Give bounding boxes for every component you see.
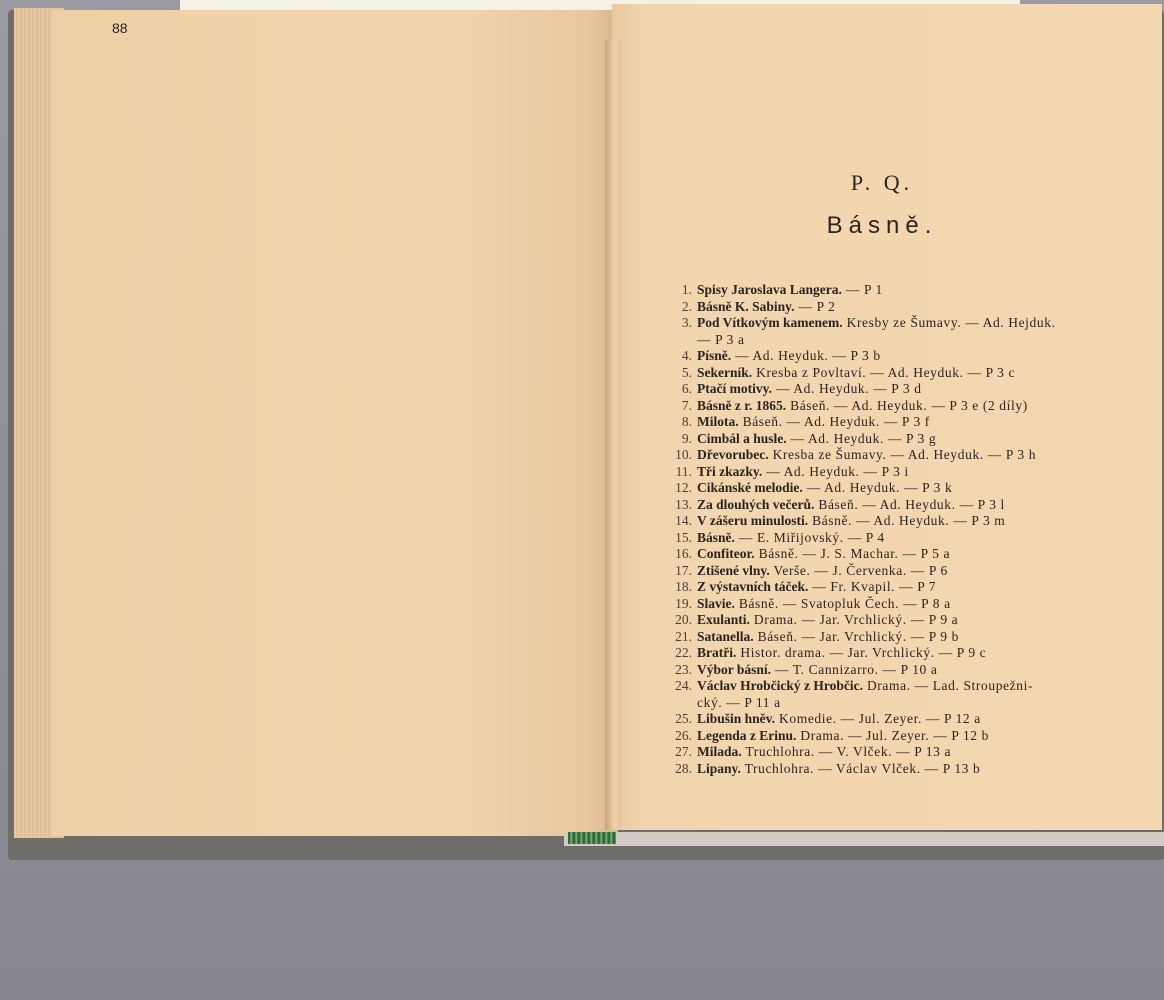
- list-item: [666, 480, 1126, 497]
- entry-title: Tři zkazky.: [697, 463, 763, 479]
- entry-title: Z výstavních táček.: [697, 579, 809, 594]
- entry-details: Komedie. — Jul. Zeyer. — P 12 a: [775, 711, 981, 726]
- entry-number: 13.: [675, 496, 692, 512]
- entry-details: — Ad. Heyduk. — P 3 i: [762, 463, 909, 479]
- entry-details: — Ad. Heyduk. — P 3 k: [802, 480, 953, 495]
- entry-number: 8.: [681, 414, 692, 429]
- left-page: [52, 10, 618, 836]
- entry-title: Spisy Jaroslava Langera.: [697, 282, 842, 297]
- entry-text: [697, 315, 1126, 332]
- entry-continuation: — P 3 a: [697, 331, 745, 347]
- section-code: P. Q.: [850, 170, 914, 195]
- entry-title: Milada.: [697, 744, 742, 759]
- entry-details: Kresby ze Šumavy. — Ad. Hejduk.: [842, 315, 1056, 330]
- page-number: 88: [112, 20, 128, 36]
- entry-details: Básně. — Svatopluk Čech. — P 8 a: [734, 595, 951, 611]
- entry-title: Satanella.: [697, 628, 754, 644]
- entry-text: [697, 513, 1126, 530]
- list-item: [666, 299, 1126, 316]
- entry-number: 17.: [675, 562, 692, 578]
- entry-text: [697, 645, 1126, 662]
- entry-title: Písně.: [697, 348, 732, 363]
- entry-details: Histor. drama. — Jar. Vrchlický. — P 9 c: [736, 645, 987, 660]
- entry-title: Cikánské melodie.: [697, 480, 803, 495]
- entry-title: Bratři.: [697, 645, 737, 660]
- entry-details: — Ad. Heyduk. — P 3 d: [771, 381, 922, 396]
- entry-text: [697, 299, 1126, 316]
- entry-text: [697, 447, 1126, 464]
- entry-details: Kresba z Povltaví. — Ad. Heyduk. — P 3 c: [752, 364, 1016, 380]
- entry-details: — Ad. Heyduk. — P 3 g: [786, 430, 937, 446]
- entry-number: 9.: [681, 430, 692, 446]
- entry-text: [697, 761, 1126, 778]
- entry-number: 15.: [675, 529, 692, 545]
- entry-number: 23.: [675, 661, 692, 677]
- entry-number: 5.: [681, 364, 692, 380]
- entry-number: 21.: [675, 628, 692, 644]
- book-gutter: [605, 40, 621, 830]
- entry-details: Truchlohra. — V. Vlček. — P 13 a: [741, 744, 952, 759]
- section-title: Básně.: [826, 212, 938, 239]
- entry-text: [697, 744, 1126, 761]
- entry-number: 1.: [681, 282, 692, 297]
- list-item: [666, 711, 1126, 728]
- entry-text: [697, 596, 1126, 613]
- entry-number: 18.: [675, 579, 692, 594]
- entry-text: [697, 348, 1126, 365]
- list-item: [666, 315, 1126, 332]
- cover-bottom-edge: [564, 832, 1164, 846]
- entry-text: [697, 398, 1126, 415]
- entry-number: 4.: [681, 348, 692, 363]
- entry-text: [697, 282, 1126, 299]
- list-item: [666, 579, 1126, 596]
- entry-title: Básně.: [697, 529, 735, 545]
- entry-title: Výbor básní.: [697, 661, 772, 677]
- entry-text: [697, 546, 1126, 563]
- entry-text: [697, 728, 1126, 745]
- entry-number: 6.: [681, 381, 692, 396]
- entry-details: Kresba ze Šumavy. — Ad. Heyduk. — P 3 h: [768, 447, 1037, 462]
- list-item: [666, 563, 1126, 580]
- entry-title: Lipany.: [697, 760, 741, 776]
- entry-details: Truchlohra. — Václav Vlček. — P 13 b: [740, 760, 981, 776]
- entry-number: 2.: [681, 298, 692, 314]
- entry-details: Básně. — J. S. Machar. — P 5 a: [754, 546, 951, 561]
- list-item: [666, 662, 1126, 679]
- entry-text: [697, 480, 1126, 497]
- entry-title: Václav Hrobčický z Hrobčic.: [697, 678, 863, 693]
- entry-number: 20.: [675, 612, 692, 627]
- entry-details: — T. Cannizarro. — P 10 a: [771, 661, 938, 677]
- list-item: [666, 728, 1126, 745]
- entry-title: Pod Vítkovým kamenem.: [697, 315, 843, 330]
- entry-text: [697, 530, 1126, 547]
- entry-details: — E. Miřijovský. — P 4: [734, 529, 885, 545]
- entry-list: [666, 282, 1126, 777]
- entry-text: [697, 563, 1126, 580]
- entry-details: — Fr. Kvapil. — P 7: [808, 579, 937, 594]
- entry-number: 3.: [681, 315, 692, 330]
- list-item: [666, 645, 1126, 662]
- entry-title: Libušin hněv.: [697, 711, 776, 726]
- entry-text: [697, 662, 1126, 679]
- entry-title: Básně z r. 1865.: [697, 397, 787, 413]
- entry-number: 28.: [675, 760, 692, 776]
- entry-details: Drama. — Jul. Zeyer. — P 12 b: [796, 727, 989, 743]
- list-item: [666, 629, 1126, 646]
- entry-title: Slavie.: [697, 595, 735, 611]
- entry-details: Báseň. — Ad. Heyduk. — P 3 f: [738, 414, 930, 429]
- list-item: [666, 530, 1126, 547]
- entry-number: 25.: [675, 711, 692, 726]
- entry-text: [697, 629, 1126, 646]
- entry-details: Básně. — Ad. Heyduk. — P 3 m: [808, 513, 1006, 528]
- entry-details: — P 1: [841, 282, 883, 297]
- entry-text: [697, 464, 1126, 481]
- spine-band: [568, 832, 616, 844]
- entry-title: Ztišené vlny.: [697, 562, 770, 578]
- entry-title: Legenda z Erinu.: [697, 727, 797, 743]
- entry-title: Básně K. Sabiny.: [697, 298, 795, 314]
- list-item: [666, 761, 1126, 778]
- list-item: [666, 365, 1126, 382]
- entry-number: 24.: [675, 678, 692, 693]
- list-item: [666, 282, 1126, 299]
- entry-title: Ptačí motivy.: [697, 381, 772, 396]
- entry-details: Báseň. — Ad. Heyduk. — P 3 l: [814, 496, 1005, 512]
- list-item: [666, 381, 1126, 398]
- entry-number: 10.: [675, 447, 692, 462]
- entry-text: [697, 711, 1126, 728]
- entry-title: Cimbál a husle.: [697, 430, 787, 446]
- list-item: [666, 546, 1126, 563]
- list-item: [666, 447, 1126, 464]
- entry-details: — Ad. Heyduk. — P 3 b: [731, 348, 881, 363]
- list-item: [666, 612, 1126, 629]
- list-item: [666, 744, 1126, 761]
- entry-number: 22.: [675, 645, 692, 660]
- entry-details: Báseň. — Jar. Vrchlický. — P 9 b: [753, 628, 959, 644]
- entry-title: Milota.: [697, 414, 739, 429]
- entry-title: Sekerník.: [697, 364, 753, 380]
- entry-text: [697, 414, 1126, 431]
- entry-details: — P 2: [794, 298, 836, 314]
- entry-number: 14.: [675, 513, 692, 528]
- list-item: [666, 431, 1126, 448]
- entry-continuation: cký. — P 11 a: [697, 694, 781, 710]
- list-item: [666, 464, 1126, 481]
- entry-number: 19.: [675, 595, 692, 611]
- entry-details: Báseň. — Ad. Heyduk. — P 3 e (2 díly): [786, 397, 1028, 413]
- list-item: [666, 414, 1126, 431]
- entry-number: 12.: [675, 480, 692, 495]
- entry-title: V zášeru minulosti.: [697, 513, 809, 528]
- entry-text: [697, 678, 1126, 695]
- list-item: [666, 678, 1126, 695]
- entry-number: 11.: [675, 463, 692, 479]
- entry-details: Drama. — Jar. Vrchlický. — P 9 a: [749, 612, 959, 627]
- entry-number: 27.: [675, 744, 692, 759]
- entry-title: Exulanti.: [697, 612, 750, 627]
- entry-number: 7.: [681, 397, 692, 413]
- list-item: [666, 398, 1126, 415]
- entry-text: [697, 381, 1126, 398]
- entry-title: Za dlouhých večerů.: [697, 496, 815, 512]
- entry-details: Verše. — J. Červenka. — P 6: [769, 562, 948, 578]
- list-item: [666, 348, 1126, 365]
- entry-number: 16.: [675, 546, 692, 561]
- entry-number: 26.: [675, 727, 692, 743]
- list-item: [666, 596, 1126, 613]
- entry-text: [697, 612, 1126, 629]
- entry-text: [697, 431, 1126, 448]
- entry-title: Confiteor.: [697, 546, 755, 561]
- entry-title: Dřevorubec.: [697, 447, 769, 462]
- list-item: [666, 513, 1126, 530]
- entry-text: [697, 365, 1126, 382]
- entry-details: Drama. — Lad. Stroupežni-: [862, 678, 1034, 693]
- list-item: [666, 497, 1126, 514]
- entry-text: [697, 497, 1126, 514]
- entry-text: [697, 579, 1126, 596]
